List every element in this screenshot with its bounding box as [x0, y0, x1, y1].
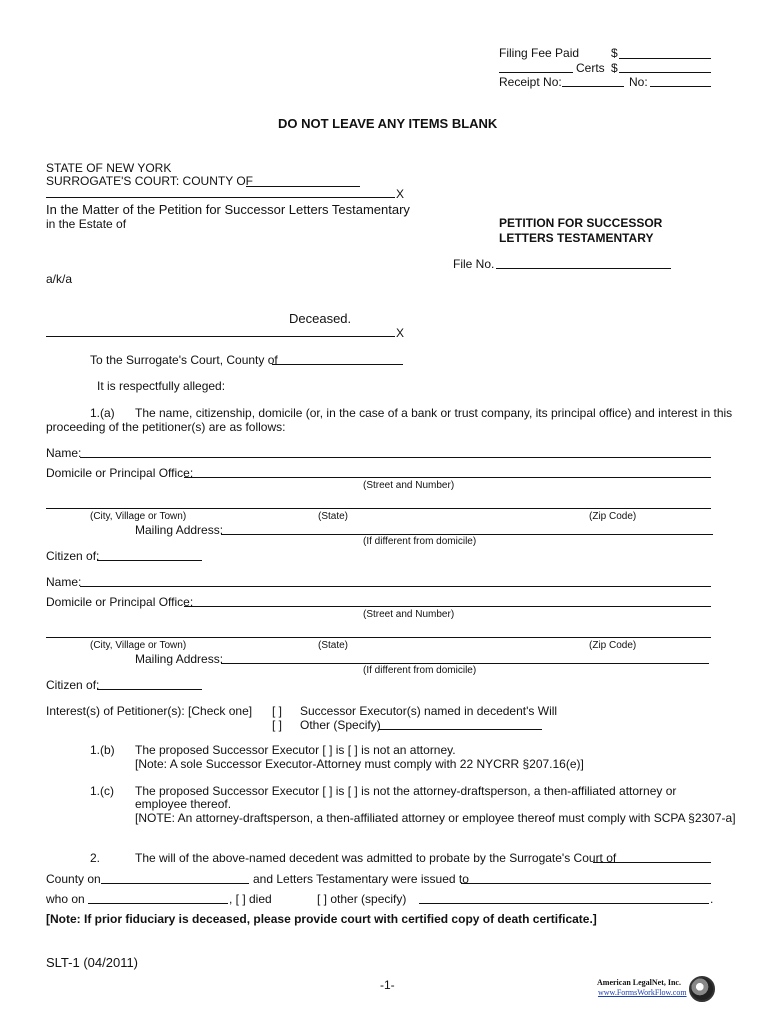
zip-hint: (Zip Code) [589, 640, 637, 651]
certs-label: Certs [576, 61, 605, 75]
domicile-label: Domicile or Principal Office: [46, 466, 194, 480]
state-label: STATE OF NEW YORK [46, 161, 172, 175]
receipt-field[interactable] [562, 86, 624, 87]
warning-heading: DO NOT LEAVE ANY ITEMS BLANK [278, 116, 498, 131]
file-no-label: File No. [453, 257, 495, 271]
issued-to-field[interactable] [461, 883, 711, 884]
petition-title-line2: LETTERS TESTAMENTARY [499, 231, 654, 245]
caption-rule [46, 336, 395, 337]
mailing-label: Mailing Address: [135, 652, 224, 666]
caption-rule [46, 197, 395, 198]
probate-court-field[interactable] [593, 862, 711, 863]
filing-fee-field[interactable] [619, 58, 711, 59]
zip-hint: (Zip Code) [589, 511, 637, 522]
city-state-zip-field[interactable] [46, 637, 711, 638]
period: . [710, 892, 714, 906]
section-1c-text: employee thereof. [135, 797, 232, 811]
dollar-sign: $ [611, 61, 618, 75]
section-1b-number: 1.(b) [90, 743, 115, 757]
city-hint: (City, Village or Town) [90, 511, 187, 522]
citizen-label: Citizen of: [46, 549, 100, 563]
section-2-number: 2. [90, 851, 101, 865]
caption-x: X [396, 326, 405, 340]
publisher-url[interactable]: www.FormsWorkFlow.com [598, 988, 687, 997]
section-1b-note: [Note: A sole Successor Executor-Attorney must comply with 22 NYCRR §207.16(e)] [135, 757, 584, 771]
section-1c-number: 1.(c) [90, 784, 114, 798]
death-certificate-note: [Note: If prior fiduciary is deceased, please provide court with certified copy of death certificate.] [46, 912, 597, 926]
certs-fee-field[interactable] [619, 72, 711, 73]
other-event-field[interactable] [419, 903, 709, 904]
state-hint: (State) [318, 511, 349, 522]
deceased-label: Deceased. [289, 311, 352, 326]
section-2-text: The will of the above-named decedent was admitted to probate by the Surrogate's Court of [135, 851, 617, 865]
letters-label: and Letters Testamentary were issued to [253, 872, 469, 886]
name-field[interactable] [80, 586, 711, 587]
domicile-field[interactable] [184, 606, 711, 607]
caption-x: X [396, 187, 405, 201]
section-1a-text: The name, citizenship, domicile (or, in the case of a bank or trust company, its principal office) and interest in this [135, 406, 733, 420]
successor-executor-checkbox[interactable]: [ ] [272, 704, 283, 718]
who-on-label: who on [46, 892, 85, 906]
domicile-field[interactable] [184, 477, 711, 478]
citizen-label: Citizen of: [46, 678, 100, 692]
other-checkbox[interactable]: [ ] [272, 718, 283, 732]
publisher-logo-icon [689, 976, 715, 1002]
mailing-field[interactable] [221, 534, 713, 535]
other-specify-field[interactable] [378, 729, 542, 730]
mailing-label: Mailing Address: [135, 523, 224, 537]
court-label: SURROGATE'S COURT: COUNTY OF [46, 174, 253, 188]
domicile-label: Domicile or Principal Office: [46, 595, 194, 609]
county-field[interactable] [246, 186, 360, 187]
dollar-sign: $ [611, 46, 618, 60]
no-field[interactable] [650, 86, 711, 87]
matter-title: In the Matter of the Petition for Successor Letters Testamentary [46, 202, 410, 217]
diff-hint: (If different from domicile) [363, 536, 477, 547]
to-court-county-field[interactable] [272, 364, 403, 365]
diff-hint: (If different from domicile) [363, 665, 477, 676]
section-1a-text: proceeding of the petitioner(s) are as follows: [46, 420, 286, 434]
mailing-field[interactable] [221, 663, 709, 664]
other-option: Other (Specify) [300, 718, 381, 732]
event-date-field[interactable] [88, 903, 228, 904]
street-hint: (Street and Number) [363, 609, 455, 620]
section-1b-text[interactable]: The proposed Successor Executor [ ] is [ ] is not an attorney. [135, 743, 456, 757]
form-id: SLT-1 (04/2011) [46, 955, 139, 970]
probate-date-field[interactable] [101, 883, 249, 884]
to-court-label: To the Surrogate's Court, County of [90, 353, 278, 367]
interest-label: Interest(s) of Petitioner(s): [Check one] [46, 704, 253, 718]
estate-label: in the Estate of [46, 217, 127, 231]
name-label: Name: [46, 446, 82, 460]
filing-fee-label: Filing Fee Paid [499, 46, 580, 60]
street-hint: (Street and Number) [363, 480, 455, 491]
section-1c-note: [NOTE: An attorney-draftsperson, a then-affiliated attorney or employee thereof must comply with SCPA §2307-a] [135, 811, 736, 825]
city-hint: (City, Village or Town) [90, 640, 187, 651]
died-checkbox[interactable]: , [ ] died [229, 892, 272, 906]
citizen-field[interactable] [97, 689, 202, 690]
other-event-checkbox[interactable]: [ ] other (specify) [317, 892, 407, 906]
county-on-label: County on [46, 872, 101, 886]
citizen-field[interactable] [97, 560, 202, 561]
petition-title-line1: PETITION FOR SUCCESSOR [499, 216, 663, 230]
certs-count-field[interactable] [499, 72, 573, 73]
aka-label: a/k/a [46, 272, 73, 286]
page-number: -1- [380, 978, 395, 992]
publisher-name: American LegalNet, Inc. [597, 978, 681, 987]
successor-executor-option: Successor Executor(s) named in decedent's Will [300, 704, 558, 718]
name-label: Name: [46, 575, 82, 589]
section-1a-number: 1.(a) [90, 406, 115, 420]
alleged-label: It is respectfully alleged: [97, 379, 226, 393]
state-hint: (State) [318, 640, 349, 651]
name-field[interactable] [80, 457, 711, 458]
file-no-field[interactable] [496, 268, 671, 269]
city-state-zip-field[interactable] [46, 508, 711, 509]
no-label: No: [629, 75, 648, 89]
receipt-label: Receipt No: [499, 75, 562, 89]
section-1c-text[interactable]: The proposed Successor Executor [ ] is [ ] is not the attorney-draftsperson, a then-affiliated attorney or [135, 784, 677, 798]
